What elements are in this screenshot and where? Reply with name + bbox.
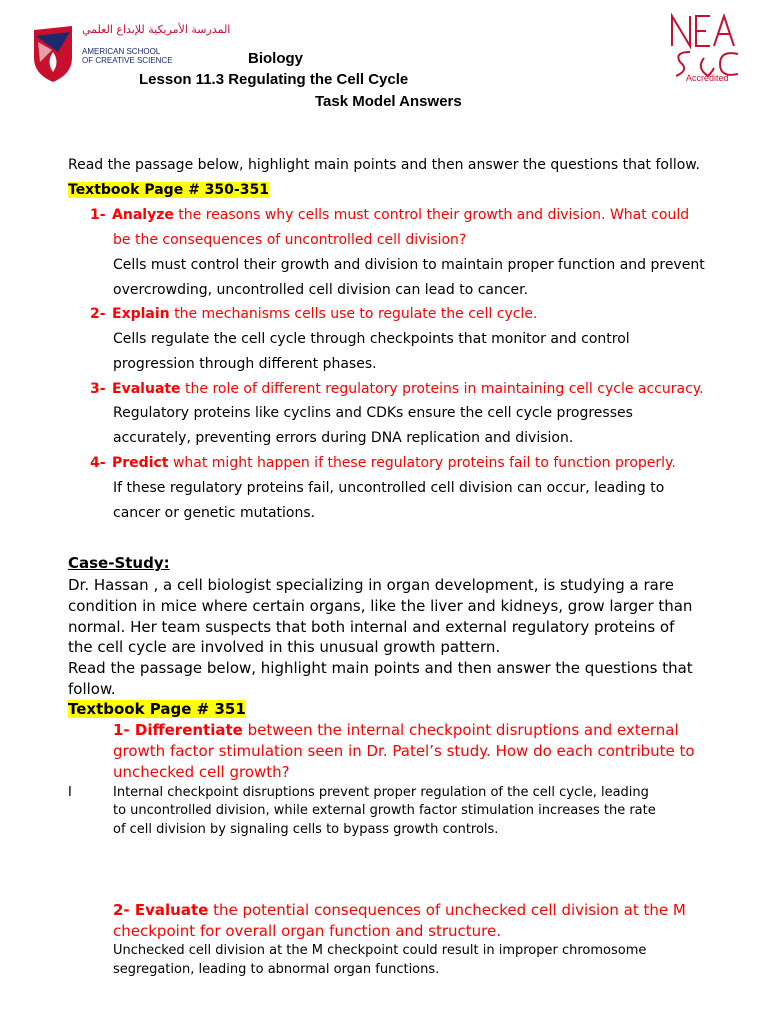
question-2 (90, 306, 537, 322)
textbook-ref-2: Textbook Page # 351 (68, 700, 246, 718)
school-name-english (82, 47, 173, 65)
case-study-line: condition in mice where certain organs, like the liver and kidneys, grow larger than (68, 597, 693, 615)
case-question-label: 1- Differentiate (113, 721, 243, 739)
question-verb: Evaluate (112, 381, 181, 397)
subject-title: Biology (248, 50, 303, 67)
case-answer-2-line2: segregation, leading to abnormal organ functions. (113, 962, 440, 977)
case-question-2-line1 (113, 901, 686, 919)
answer-3-line2: accurately, preventing errors during DNA replication and division. (113, 430, 574, 446)
case-study-line: normal. Her team suspects that both internal and external regulatory proteins of (68, 618, 675, 636)
answer-4-line2: cancer or genetic mutations. (113, 505, 316, 521)
question-text: the reasons why cells must control their growth and division. What could (173, 207, 690, 223)
case-study-line: Dr. Hassan , a cell biologist specializing in organ development, is studying a rare (68, 576, 674, 594)
case-answer-2-line1: Unchecked cell division at the M checkpoint could result in improper chromosome (113, 943, 647, 958)
school-name-line2: OF CREATIVE SCIENCE (82, 56, 173, 65)
answer-2-line2: progression through different phases. (113, 356, 377, 372)
answer-1-line2: overcrowding, uncontrolled cell division can lead to cancer. (113, 282, 529, 298)
question-3 (90, 381, 704, 397)
list-marker: I (68, 785, 72, 800)
answer-2-line1: Cells regulate the cell cycle through checkpoints that monitor and control (113, 331, 630, 347)
textbook-ref-1: Textbook Page # 350-351 (68, 182, 269, 198)
case-study-line: Read the passage below, highlight main points and then answer the questions that (68, 659, 693, 677)
case-question-1-line1 (113, 721, 679, 739)
case-answer-1-line3: of cell division by signaling cells to bypass growth controls. (113, 822, 499, 837)
answer-1-line1: Cells must control their growth and division to maintain proper function and prevent (113, 257, 705, 273)
case-study-line: follow. (68, 680, 116, 698)
question-text: the mechanisms cells use to regulate the cell cycle. (169, 306, 538, 322)
case-answer-1-line2: to uncontrolled division, while external growth factor stimulation increases the rate (113, 803, 656, 818)
school-name-arabic: المدرسة الأمريكية للإبداع العلمي (82, 23, 231, 36)
question-verb: Analyze (112, 207, 174, 223)
question-number: 1- (90, 207, 106, 223)
question-text: what might happen if these regulatory proteins fail to function properly. (168, 455, 676, 471)
case-question-1-line3: unchecked cell growth? (113, 763, 290, 781)
instruction-text: Read the passage below, highlight main points and then answer the questions that follow. (68, 157, 700, 173)
case-question-text: between the internal checkpoint disruptions and external (242, 721, 679, 739)
question-number: 3- (90, 381, 106, 397)
case-question-text: the potential consequences of unchecked cell division at the M (208, 901, 686, 919)
question-number: 4- (90, 455, 106, 471)
answer-3-line1: Regulatory proteins like cyclins and CDKs ensure the cell cycle progresses (113, 405, 633, 421)
question-1-line2: be the consequences of uncontrolled cell division? (113, 232, 467, 248)
question-verb: Predict (112, 455, 169, 471)
accredited-label: Accredited (686, 73, 729, 83)
case-answer-1-line1: Internal checkpoint disruptions prevent proper regulation of the cell cycle, leading (113, 785, 649, 800)
question-4 (90, 455, 676, 471)
school-name-line1: AMERICAN SCHOOL (82, 47, 161, 56)
question-verb: Explain (112, 306, 170, 322)
answer-4-line1: If these regulatory proteins fail, uncontrolled cell division can occur, leading to (113, 480, 665, 496)
neasc-logo (668, 12, 744, 82)
school-crest-logo (30, 22, 76, 84)
case-question-label: 2- Evaluate (113, 901, 209, 919)
question-1 (90, 207, 689, 223)
question-text: the role of different regulatory proteins in maintaining cell cycle accuracy. (180, 381, 704, 397)
case-study-heading: Case-Study: (68, 554, 170, 572)
case-question-1-line2: growth factor stimulation seen in Dr. Patel’s study. How do each contribute to (113, 742, 695, 760)
case-question-2-line2: checkpoint for overall organ function and structure. (113, 922, 502, 940)
document-type-title: Task Model Answers (315, 93, 462, 110)
case-study-line: the cell cycle are involved in this unusual growth pattern. (68, 638, 501, 656)
lesson-title: Lesson 11.3 Regulating the Cell Cycle (139, 71, 409, 88)
question-number: 2- (90, 306, 106, 322)
